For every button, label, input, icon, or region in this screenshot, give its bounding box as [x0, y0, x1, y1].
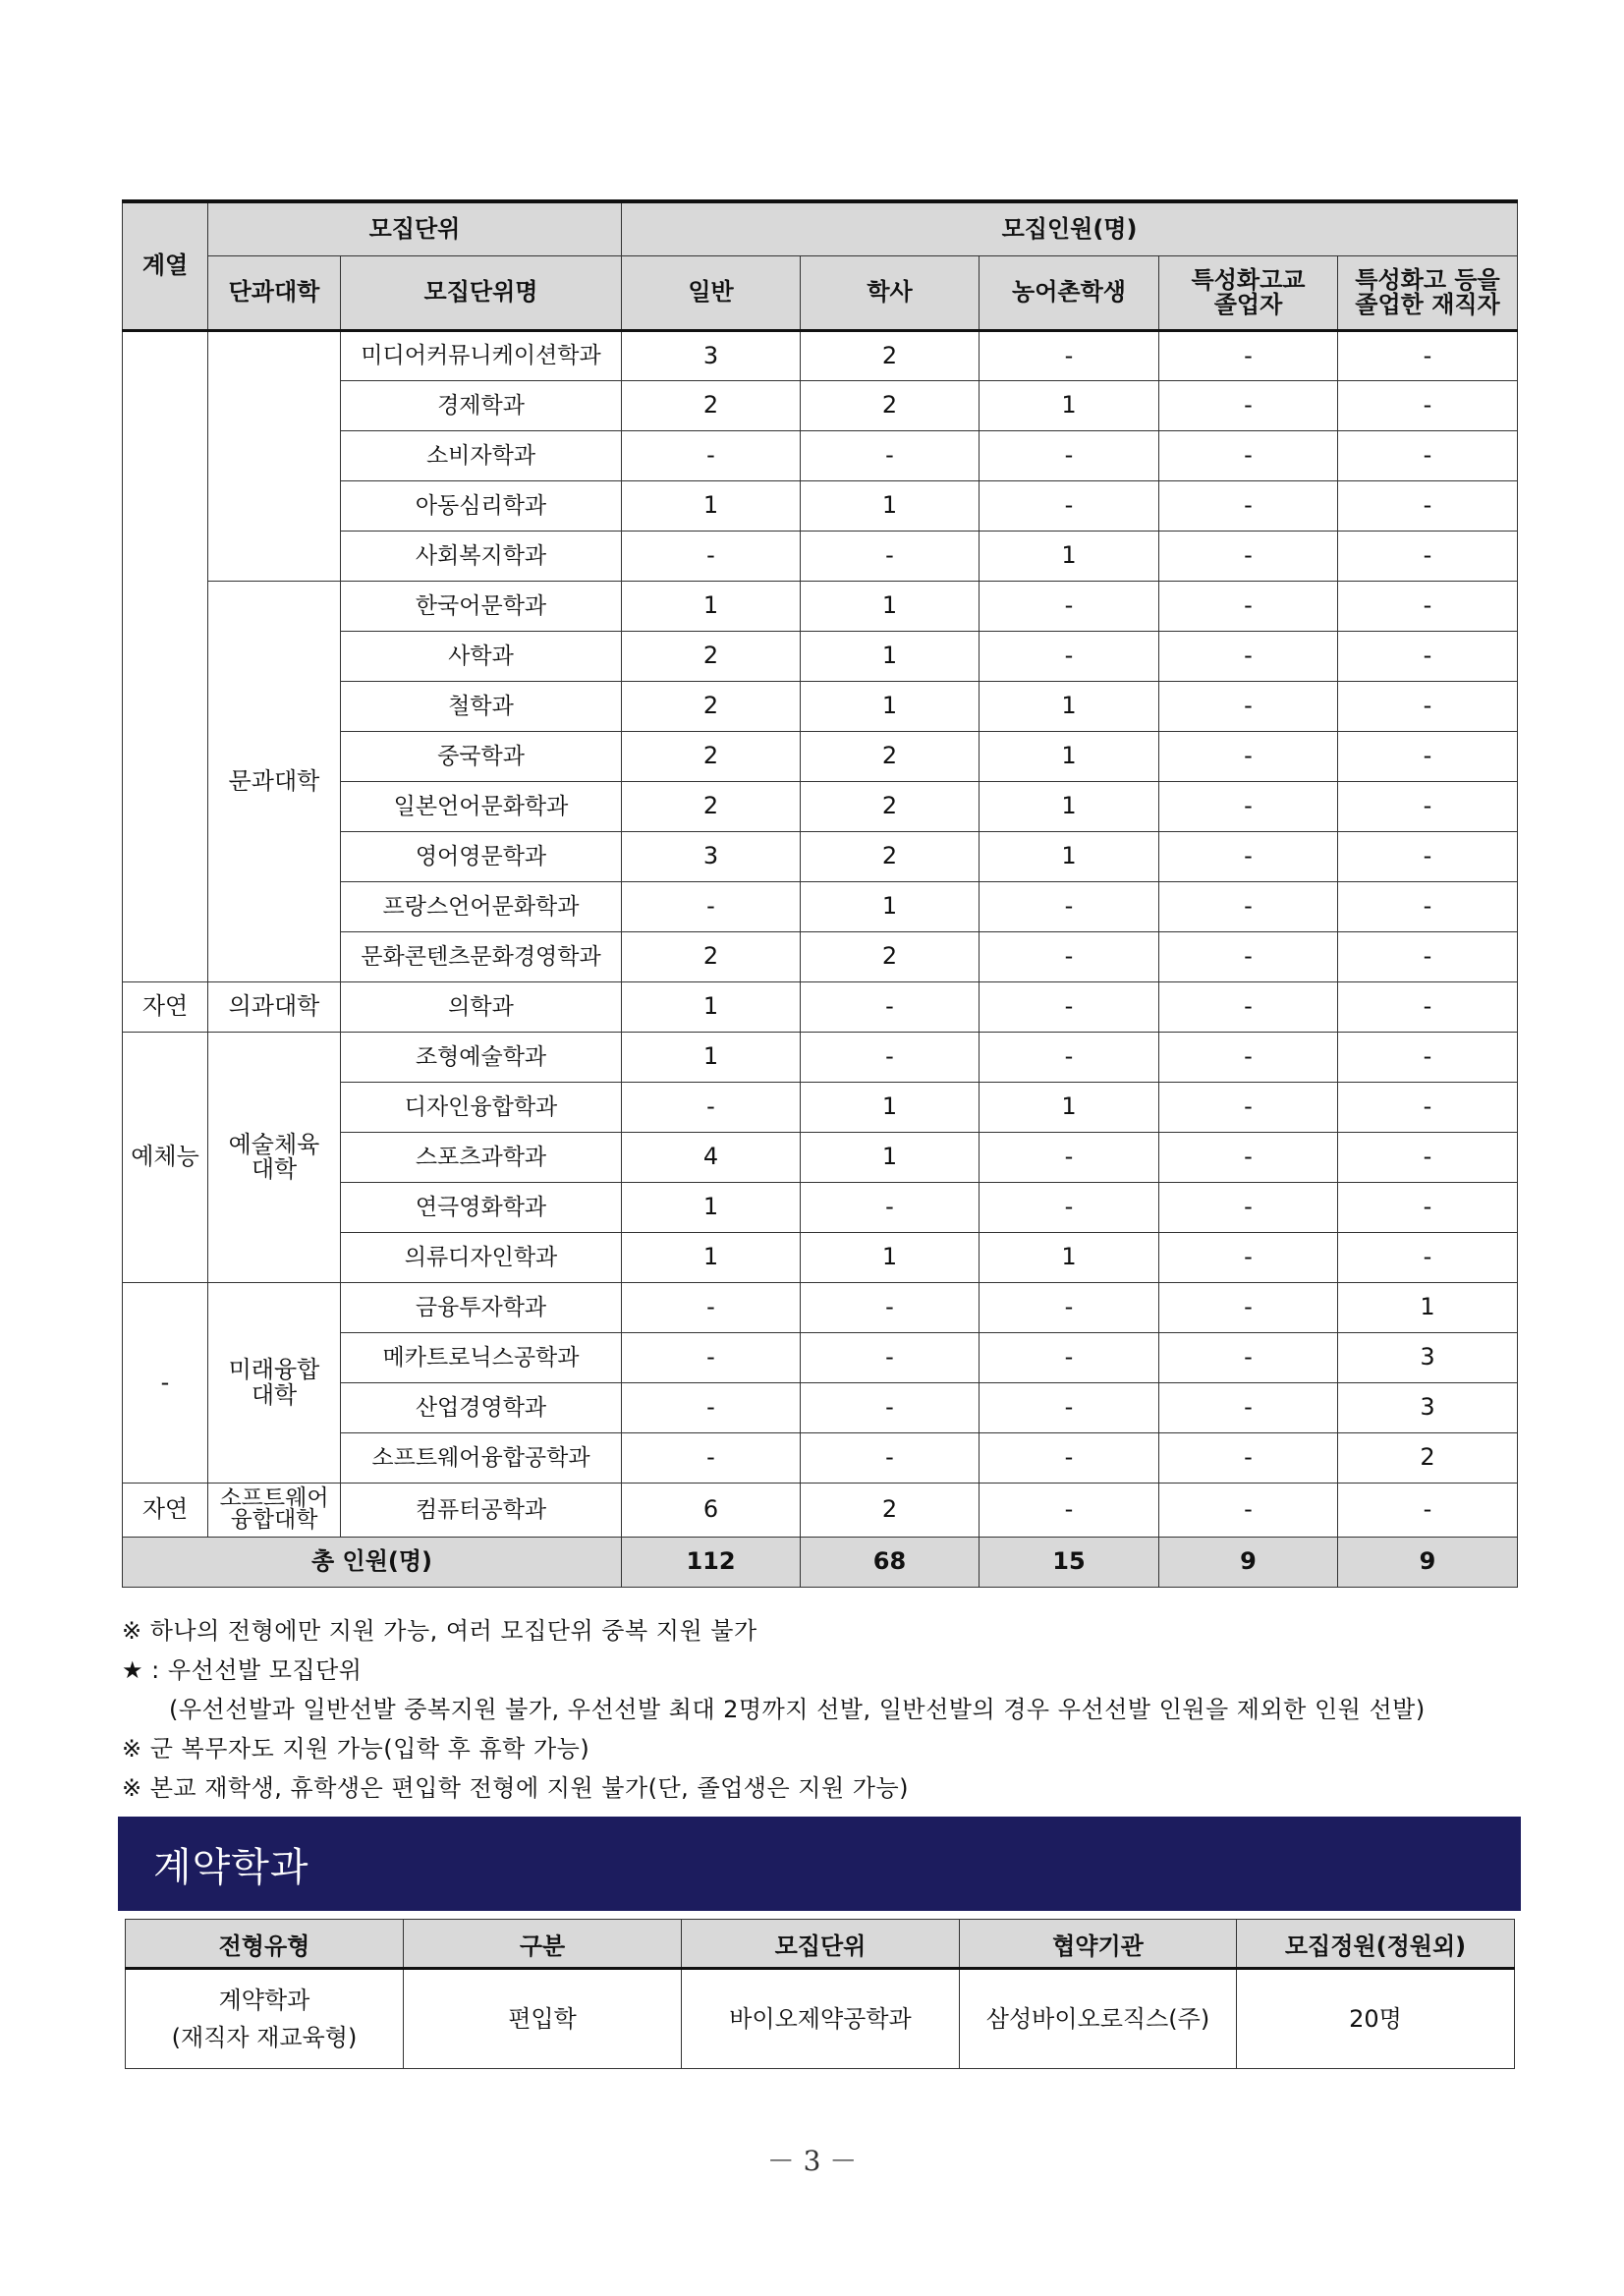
quota-bachelor-cell: 1 [801, 882, 980, 932]
contract-header-partner: 협약기관 [960, 1920, 1237, 1969]
quota-bachelor-cell: 2 [801, 782, 980, 832]
quota-rural-cell: 1 [980, 381, 1159, 431]
quota-rural-cell: - [980, 1033, 1159, 1083]
quota-special-worker-cell: 2 [1338, 1433, 1518, 1484]
quota-rural-cell: 1 [980, 1083, 1159, 1133]
quota-general-cell: 3 [622, 331, 801, 381]
quota-bachelor-cell: 2 [801, 331, 980, 381]
contract-quota: 20명 [1237, 1969, 1515, 2069]
unit-name-cell: 메카트로닉스공학과 [341, 1333, 622, 1383]
quota-general-cell: 2 [622, 782, 801, 832]
quota-bachelor-cell: 2 [801, 732, 980, 782]
quota-bachelor-cell: 1 [801, 1133, 980, 1183]
total-special-grad: 9 [1159, 1538, 1338, 1588]
quota-special-worker-cell: - [1338, 882, 1518, 932]
contract-header-type: 전형유형 [126, 1920, 404, 1969]
header-bachelor: 학사 [801, 256, 980, 331]
quota-bachelor-cell: - [801, 1283, 980, 1333]
quota-general-cell: 2 [622, 632, 801, 682]
unit-name-cell: 영어영문학과 [341, 832, 622, 882]
quota-rural-cell: 1 [980, 832, 1159, 882]
header-special-worker: 특성화고 등을 졸업한 재직자 [1338, 256, 1518, 331]
quota-special-worker-cell: - [1338, 982, 1518, 1033]
quota-rural-cell: 1 [980, 732, 1159, 782]
quota-special-worker-cell: 3 [1338, 1333, 1518, 1383]
table-header [123, 201, 1518, 331]
quota-general-cell: 6 [622, 1484, 801, 1538]
quota-bachelor-cell: 1 [801, 481, 980, 532]
quota-special-grad-cell: - [1159, 1133, 1338, 1183]
quota-rural-cell: 1 [980, 682, 1159, 732]
note-line: ★ : 우선선발 모집단위 [122, 1656, 363, 1684]
total-bachelor: 68 [801, 1538, 980, 1588]
section-title: 계약학과 [153, 1845, 309, 1890]
quota-bachelor-cell: - [801, 1333, 980, 1383]
quota-general-cell: - [622, 1083, 801, 1133]
header-college: 단과대학 [208, 256, 341, 331]
quota-bachelor-cell: - [801, 1033, 980, 1083]
header-quota-group: 모집인원(명) [622, 201, 1518, 256]
unit-name-cell: 아동심리학과 [341, 481, 622, 532]
quota-bachelor-cell: - [801, 431, 980, 481]
quota-general-cell: 2 [622, 932, 801, 982]
quota-bachelor-cell: 2 [801, 381, 980, 431]
unit-name-cell: 프랑스언어문화학과 [341, 882, 622, 932]
college-cell: 의과대학 [208, 982, 341, 1033]
quota-bachelor-cell: 1 [801, 1083, 980, 1133]
unit-name-cell: 소프트웨어융합공학과 [341, 1433, 622, 1484]
quota-bachelor-cell: 1 [801, 632, 980, 682]
recruitment-table [122, 199, 1518, 1588]
quota-special-grad-cell: - [1159, 1083, 1338, 1133]
quota-special-grad-cell: - [1159, 882, 1338, 932]
table-row [123, 1283, 1518, 1333]
quota-rural-cell: - [980, 1433, 1159, 1484]
quota-bachelor-cell: - [801, 1383, 980, 1433]
note-line: (우선선발과 일반선발 중복지원 불가, 우선선발 최대 2명까지 선발, 일반선발의 경우 우선선발 인원을 제외한 인원 선발) [169, 1696, 1426, 1723]
header-general: 일반 [622, 256, 801, 331]
table-row [126, 1969, 1515, 2069]
table-row [123, 1033, 1518, 1083]
unit-name-cell: 연극영화학과 [341, 1183, 622, 1233]
quota-special-grad-cell: - [1159, 782, 1338, 832]
contract-header-quota: 모집정원(정원외) [1237, 1920, 1515, 1969]
quota-rural-cell: - [980, 882, 1159, 932]
category-cell: 자연 [123, 1484, 208, 1538]
contract-type: 계약학과 (재직자 재교육형) [126, 1969, 404, 2069]
quota-special-worker-cell: - [1338, 1083, 1518, 1133]
table-row [123, 982, 1518, 1033]
unit-name-cell: 소비자학과 [341, 431, 622, 481]
quota-special-worker-cell: - [1338, 782, 1518, 832]
quota-rural-cell: 1 [980, 532, 1159, 582]
quota-special-grad-cell: - [1159, 1433, 1338, 1484]
unit-name-cell: 문화콘텐츠문화경영학과 [341, 932, 622, 982]
quota-special-grad-cell: - [1159, 1033, 1338, 1083]
unit-name-cell: 철학과 [341, 682, 622, 732]
quota-special-worker-cell: - [1338, 932, 1518, 982]
quota-rural-cell: - [980, 1383, 1159, 1433]
unit-name-cell: 의류디자인학과 [341, 1233, 622, 1283]
quota-general-cell: 1 [622, 982, 801, 1033]
quota-special-grad-cell: - [1159, 932, 1338, 982]
quota-special-grad-cell: - [1159, 1183, 1338, 1233]
quota-general-cell: 2 [622, 682, 801, 732]
quota-special-worker-cell: - [1338, 431, 1518, 481]
quota-special-grad-cell: - [1159, 632, 1338, 682]
quota-special-grad-cell: - [1159, 331, 1338, 381]
quota-special-worker-cell: - [1338, 732, 1518, 782]
quota-special-worker-cell: - [1338, 1033, 1518, 1083]
quota-general-cell: 4 [622, 1133, 801, 1183]
quota-rural-cell: - [980, 1183, 1159, 1233]
quota-bachelor-cell: 2 [801, 932, 980, 982]
quota-general-cell: 1 [622, 481, 801, 532]
quota-general-cell: - [622, 1283, 801, 1333]
unit-name-cell: 컴퓨터공학과 [341, 1484, 622, 1538]
unit-name-cell: 스포츠과학과 [341, 1133, 622, 1183]
quota-rural-cell: - [980, 1133, 1159, 1183]
quota-rural-cell: - [980, 932, 1159, 982]
total-special-worker: 9 [1338, 1538, 1518, 1588]
quota-special-worker-cell: - [1338, 1133, 1518, 1183]
college-cell: 예술체육 대학 [208, 1033, 341, 1283]
quota-general-cell: 3 [622, 832, 801, 882]
quota-general-cell: - [622, 882, 801, 932]
quota-special-worker-cell: - [1338, 632, 1518, 682]
college-cell [208, 331, 341, 582]
quota-bachelor-cell: 1 [801, 582, 980, 632]
total-rural: 15 [980, 1538, 1159, 1588]
contract-unit: 바이오제약공학과 [682, 1969, 960, 2069]
quota-rural-cell: - [980, 632, 1159, 682]
quota-special-worker-cell: - [1338, 682, 1518, 732]
quota-special-grad-cell: - [1159, 832, 1338, 882]
quota-special-grad-cell: - [1159, 1484, 1338, 1538]
quota-rural-cell: - [980, 582, 1159, 632]
quota-special-grad-cell: - [1159, 1383, 1338, 1433]
quota-special-worker-cell: - [1338, 1484, 1518, 1538]
quota-special-grad-cell: - [1159, 1333, 1338, 1383]
contract-division: 편입학 [404, 1969, 682, 2069]
unit-name-cell: 조형예술학과 [341, 1033, 622, 1083]
header-rural: 농어촌학생 [980, 256, 1159, 331]
contract-table [125, 1919, 1515, 2069]
table-body [123, 331, 1518, 1538]
quota-bachelor-cell: 2 [801, 832, 980, 882]
quota-bachelor-cell: 1 [801, 1233, 980, 1283]
college-cell: 미래융합 대학 [208, 1283, 341, 1484]
quota-general-cell: - [622, 1383, 801, 1433]
quota-bachelor-cell: 2 [801, 1484, 980, 1538]
quota-general-cell: 1 [622, 582, 801, 632]
category-cell: 예체능 [123, 1033, 208, 1283]
quota-general-cell: - [622, 1333, 801, 1383]
quota-special-worker-cell: - [1338, 532, 1518, 582]
unit-name-cell: 산업경영학과 [341, 1383, 622, 1433]
unit-name-cell: 금융투자학과 [341, 1283, 622, 1333]
quota-rural-cell: 1 [980, 782, 1159, 832]
quota-general-cell: 1 [622, 1033, 801, 1083]
quota-general-cell: - [622, 1433, 801, 1484]
quota-special-worker-cell: 1 [1338, 1283, 1518, 1333]
quota-general-cell: - [622, 431, 801, 481]
contract-partner: 삼성바이오로직스(주) [960, 1969, 1237, 2069]
quota-general-cell: 1 [622, 1233, 801, 1283]
table-row [123, 582, 1518, 632]
quota-general-cell: - [622, 532, 801, 582]
quota-special-worker-cell: - [1338, 381, 1518, 431]
note-line: ※ 하나의 전형에만 지원 가능, 여러 모집단위 중복 지원 불가 [122, 1617, 757, 1645]
college-cell: 문과대학 [208, 582, 341, 982]
quota-special-worker-cell: 3 [1338, 1383, 1518, 1433]
quota-rural-cell: 1 [980, 1233, 1159, 1283]
table-row [123, 331, 1518, 381]
header-unit-group: 모집단위 [208, 201, 622, 256]
unit-name-cell: 한국어문학과 [341, 582, 622, 632]
quota-rural-cell: - [980, 331, 1159, 381]
header-category: 계열 [123, 201, 208, 331]
quota-special-grad-cell: - [1159, 732, 1338, 782]
quota-rural-cell: - [980, 481, 1159, 532]
table-footer [123, 1538, 1518, 1588]
quota-special-worker-cell: - [1338, 1233, 1518, 1283]
quota-bachelor-cell: - [801, 532, 980, 582]
quota-general-cell: 2 [622, 381, 801, 431]
quota-rural-cell: - [980, 431, 1159, 481]
quota-special-grad-cell: - [1159, 481, 1338, 532]
quota-general-cell: 2 [622, 732, 801, 782]
unit-name-cell: 경제학과 [341, 381, 622, 431]
unit-name-cell: 의학과 [341, 982, 622, 1033]
quota-bachelor-cell: 1 [801, 682, 980, 732]
quota-special-worker-cell: - [1338, 331, 1518, 381]
quota-rural-cell: - [980, 1283, 1159, 1333]
category-cell [123, 331, 208, 982]
contract-header-division: 구분 [404, 1920, 682, 1969]
quota-special-grad-cell: - [1159, 682, 1338, 732]
header-special-grad: 특성화고교 졸업자 [1159, 256, 1338, 331]
note-line: ※ 군 복무자도 지원 가능(입학 후 휴학 가능) [122, 1735, 590, 1763]
header-unit-name: 모집단위명 [341, 256, 622, 331]
quota-special-grad-cell: - [1159, 982, 1338, 1033]
quota-special-grad-cell: - [1159, 582, 1338, 632]
note-line: ※ 본교 재학생, 휴학생은 편입학 전형에 지원 불가(단, 졸업생은 지원 가능) [122, 1774, 910, 1802]
quota-rural-cell: - [980, 1484, 1159, 1538]
quota-special-grad-cell: - [1159, 532, 1338, 582]
table-row [123, 1484, 1518, 1538]
quota-bachelor-cell: - [801, 1183, 980, 1233]
unit-name-cell: 사회복지학과 [341, 532, 622, 582]
notes [122, 1611, 1537, 1808]
category-cell: - [123, 1283, 208, 1484]
unit-name-cell: 일본언어문화학과 [341, 782, 622, 832]
unit-name-cell: 미디어커뮤니케이션학과 [341, 331, 622, 381]
category-cell: 자연 [123, 982, 208, 1033]
quota-special-worker-cell: - [1338, 582, 1518, 632]
quota-special-grad-cell: - [1159, 1233, 1338, 1283]
quota-special-grad-cell: - [1159, 1283, 1338, 1333]
section-header [118, 1817, 1521, 1911]
total-general: 112 [622, 1538, 801, 1588]
quota-bachelor-cell: - [801, 982, 980, 1033]
quota-special-worker-cell: - [1338, 481, 1518, 532]
quota-special-worker-cell: - [1338, 832, 1518, 882]
total-label: 총 인원(명) [123, 1538, 622, 1588]
page-number: － 3 － [766, 2145, 858, 2177]
unit-name-cell: 사학과 [341, 632, 622, 682]
quota-special-worker-cell: - [1338, 1183, 1518, 1233]
quota-special-grad-cell: - [1159, 381, 1338, 431]
quota-special-grad-cell: - [1159, 431, 1338, 481]
quota-rural-cell: - [980, 1333, 1159, 1383]
quota-rural-cell: - [980, 982, 1159, 1033]
quota-general-cell: 1 [622, 1183, 801, 1233]
quota-bachelor-cell: - [801, 1433, 980, 1484]
unit-name-cell: 중국학과 [341, 732, 622, 782]
unit-name-cell: 디자인융합학과 [341, 1083, 622, 1133]
college-cell: 소프트웨어 융합대학 [208, 1484, 341, 1538]
contract-header-unit: 모집단위 [682, 1920, 960, 1969]
